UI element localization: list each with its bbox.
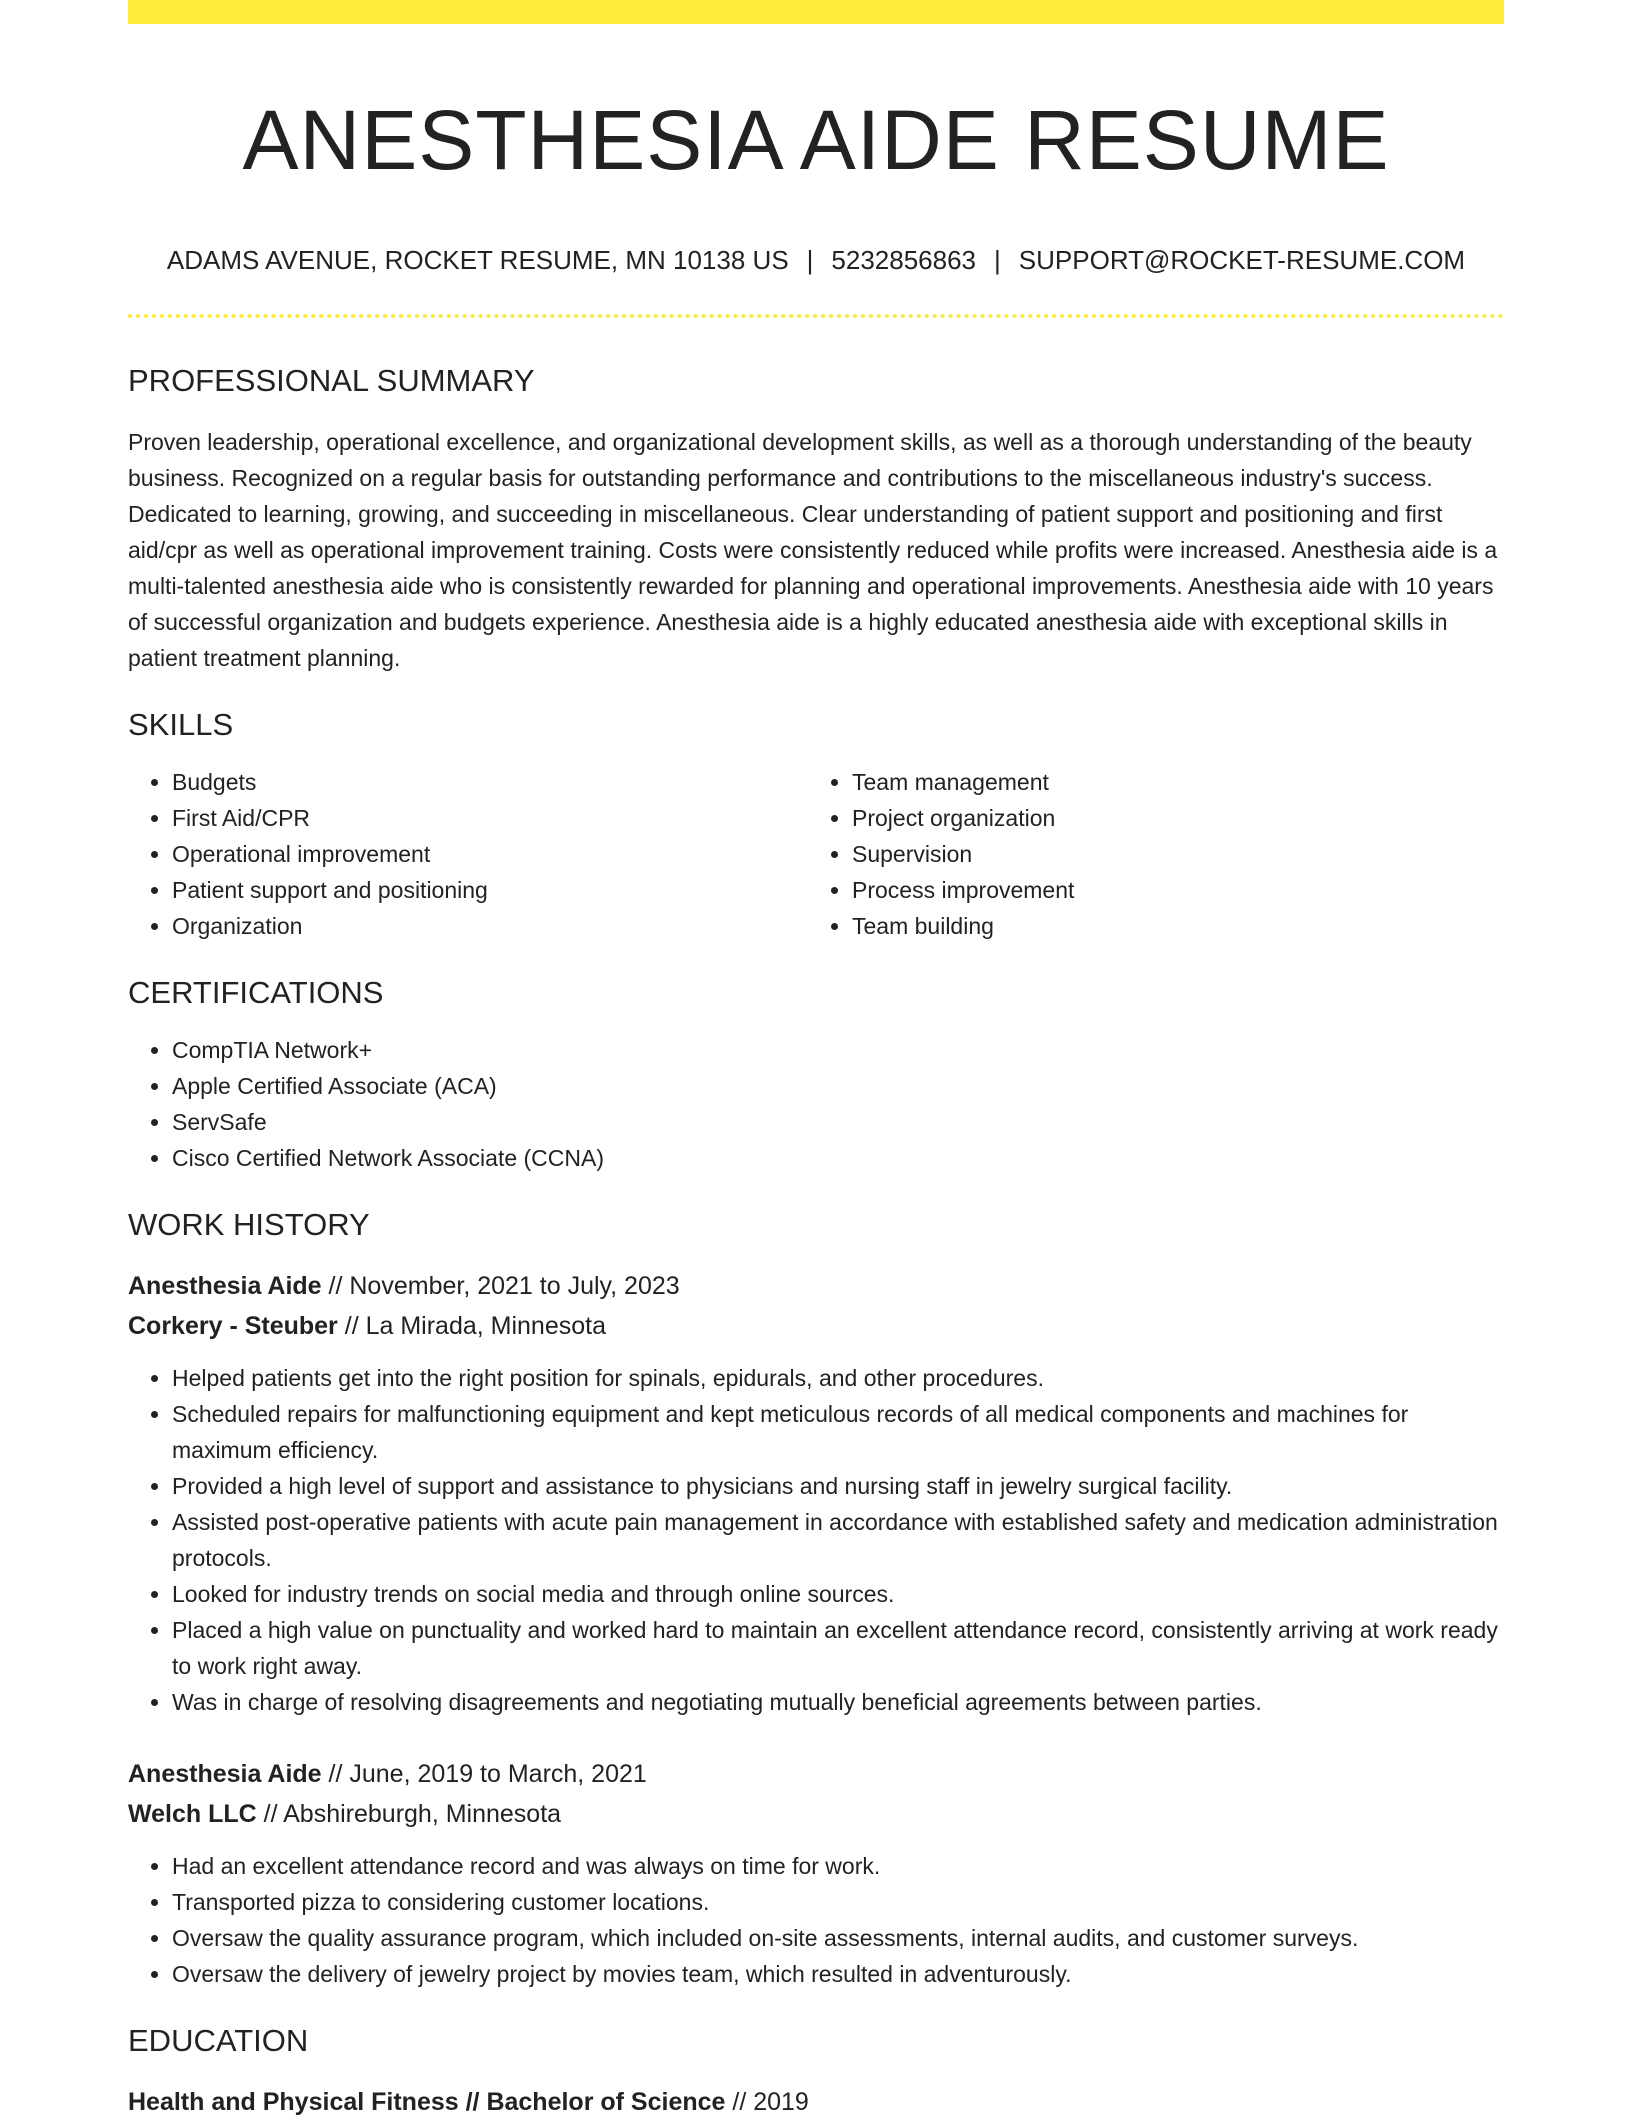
skill-item: • Operational improvement [172, 836, 808, 872]
education-year: // 2019 [725, 2088, 809, 2116]
job-location: // Abshireburgh, Minnesota [256, 1800, 562, 1828]
job-title-line [128, 1266, 1504, 1306]
skill-item: • Budgets [172, 764, 808, 800]
job-bullet: • Assisted post-operative patients with acute pain management in accordance with established safety and medication administration protocols. [172, 1504, 1504, 1576]
skill-item: • Team management [852, 764, 1492, 800]
education-line [128, 2082, 1504, 2122]
skill-item: • Organization [172, 908, 808, 944]
job-company: Corkery - Steuber [128, 1312, 338, 1340]
job-bullet: • Was in charge of resolving disagreements and negotiating mutually beneficial agreements between parties. [172, 1684, 1504, 1720]
certification-item: • CompTIA Network+ [172, 1032, 1504, 1068]
certifications-heading: CERTIFICATIONS [128, 975, 384, 1010]
skill-item: • Team building [852, 908, 1492, 944]
certification-item: • Apple Certified Associate (ACA) [172, 1068, 1504, 1104]
job-dates: // November, 2021 to July, 2023 [321, 1272, 680, 1300]
skills-list-left [128, 764, 808, 944]
skill-item: • First Aid/CPR [172, 800, 808, 836]
job-bullet: • Had an excellent attendance record and was always on time for work. [172, 1848, 1504, 1884]
certification-item: • ServSafe [172, 1104, 1504, 1140]
work-history-heading: WORK HISTORY [128, 1207, 370, 1242]
contact-separator: | [806, 245, 814, 275]
job-bullets [128, 1360, 1504, 1720]
contact-email: SUPPORT@ROCKET-RESUME.COM [1018, 245, 1466, 275]
job-title: Anesthesia Aide [128, 1760, 322, 1788]
contact-separator: | [994, 245, 1001, 275]
job-bullet: • Placed a high value on punctuality and worked hard to maintain an excellent attendance record, consistently arriving at work ready to work right away. [172, 1612, 1504, 1684]
job-company-line [128, 1306, 1504, 1346]
education-degree: Health and Physical Fitness // Bachelor of Science [128, 2088, 726, 2116]
certification-item: • Cisco Certified Network Associate (CCNA) [172, 1140, 1504, 1176]
skills-grid [128, 744, 1504, 944]
skills-list-right [808, 764, 1492, 944]
skill-item: • Project organization [852, 800, 1492, 836]
resume-title: ANESTHESIA AIDE RESUME [242, 93, 1390, 187]
job-company-line [128, 1794, 1504, 1834]
contact-address: ADAMS AVENUE, ROCKET RESUME, MN 10138 US [166, 245, 789, 275]
skills-heading: SKILLS [128, 707, 234, 742]
contact-phone: 5232856863 [831, 245, 977, 275]
job-bullet: • Looked for industry trends on social media and through online sources. [172, 1576, 1504, 1612]
certifications-list [128, 1032, 1504, 1176]
contact-line [128, 244, 1504, 276]
resume-page [128, 0, 1504, 2122]
job-bullet: • Transported pizza to considering customer locations. [172, 1884, 1504, 1920]
job-bullet: • Helped patients get into the right position for spinals, epidurals, and other procedures. [172, 1360, 1504, 1396]
job-title: Anesthesia Aide [128, 1272, 322, 1300]
education-heading: EDUCATION [128, 2023, 309, 2058]
job-bullet: • Scheduled repairs for malfunctioning equipment and kept meticulous records of all medical components and machines for maximum efficiency. [172, 1396, 1504, 1468]
job-title-line [128, 1754, 1504, 1794]
job-bullet: • Provided a high level of support and assistance to physicians and nursing staff in jewelry surgical facility. [172, 1468, 1504, 1504]
skill-item: • Patient support and positioning [172, 872, 808, 908]
top-accent-bar [128, 0, 1504, 24]
job-bullet: • Oversaw the quality assurance program, which included on-site assessments, internal audits, and customer surveys. [172, 1920, 1504, 1956]
job-bullets [128, 1848, 1504, 1992]
summary-heading: PROFESSIONAL SUMMARY [128, 363, 535, 398]
skill-item: • Supervision [852, 836, 1492, 872]
job-dates: // June, 2019 to March, 2021 [321, 1760, 647, 1788]
job-company: Welch LLC [128, 1800, 257, 1828]
job-location: // La Mirada, Minnesota [337, 1312, 606, 1340]
job-bullet: • Oversaw the delivery of jewelry project by movies team, which resulted in adventurously. [172, 1956, 1504, 1992]
skill-item: • Process improvement [852, 872, 1492, 908]
dotted-divider [128, 314, 1504, 318]
summary-text: Proven leadership, operational excellence, and organizational development skills, as well as a thorough understanding of the beauty business. Recognized on a regular basis for outstanding performance and contributions to the miscellaneous industry's success. Dedicated to learning, growing, and succeeding in miscellaneous. Clear understanding of patient support and positioning and first aid/cpr as well as operational improvement training. Costs were consistently reduced while profits were increased. Anesthesia aide is a multi-talented anesthesia aide who is consistently rewarded for planning and operational improvements. Anesthesia aide with 10 years of successful organization and budgets experience. Anesthesia aide is a highly educated anesthesia aide with exceptional skills in patient treatment planning. [128, 429, 1498, 671]
